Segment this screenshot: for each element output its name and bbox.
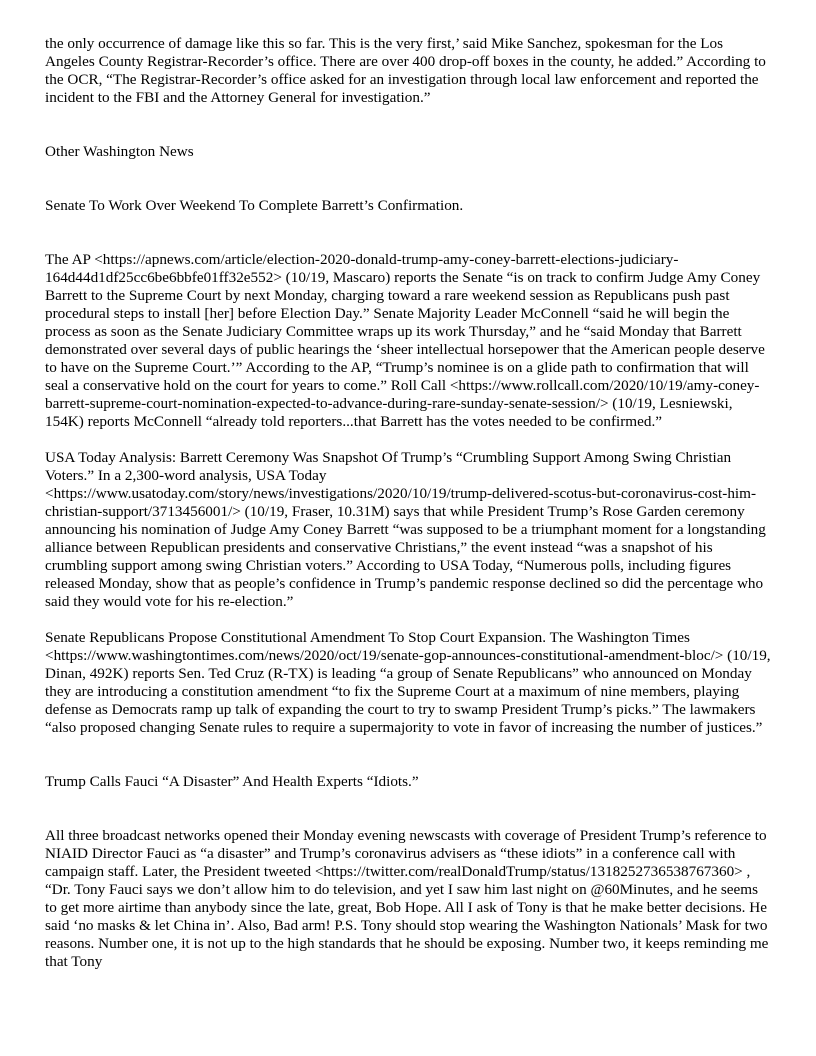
story-heading-barrett: Senate To Work Over Weekend To Complete Barrett’s Confirmation. (45, 197, 464, 214)
fauci-paragraph: All three broadcast networks opened their Monday evening newscasts with coverage of President Trump’s reference to NIAID Director Fauci as “a disaster” and Trump’s coronavirus advisers as “these idiots” in a conference call with campaign staff. Later, the President tweeted <https://twitter.com/realDonaldTrump/status/1318252736538767360> , “Dr. Tony Fauci says we don’t allow him to do television, and yet I saw him last night on @60Minutes, and he seems to get more airtime than anybody since the late, great, Bob Hope. All I ask of Tony is that he make better decisions. He said ‘no masks & let China in’. Also, Bad arm! P.S. Tony should stop wearing the Washington Nationals’ Mask for two reasons. Number one, it is not up to the high standards that he should be exposing. Number two, it keeps reminding me that Tony (45, 827, 769, 970)
intro-paragraph: the only occurrence of damage like this so far. This is the very first,’ said Mike Sanchez, spokesman for the Los Angeles County Registrar-Recorder’s office. There are over 400 drop-off boxes in the county, he added.” According to the OCR, “The Registrar-Recorder’s office asked for an investigation through local law enforcement and reported the incident to the FBI and the Attorney General for investigation.” (45, 35, 766, 106)
story-heading-fauci: Trump Calls Fauci “A Disaster” And Health Experts “Idiots.” (45, 773, 419, 790)
washtimes-paragraph: Senate Republicans Propose Constitutional Amendment To Stop Court Expansion. The Washington Times <https://www.washingtontimes.com/news/2020/oct/19/senate-gop-announces-constitutional-amendment-bloc/> (10/19, Dinan, 492K) reports Sen. Ted Cruz (R-TX) is leading “a group of Senate Republicans” who announced on Monday they are introducing a constitution amendment “to fix the Supreme Court at a maximum of nine members, playing defense as Democrats ramp up talk of expanding the court to try to swamp President Trump’s picks.” The lawmakers “also proposed changing Senate rules to require a supermajority to vote in favor of increasing the number of justices.” (45, 629, 771, 736)
section-heading: Other Washington News (45, 143, 194, 160)
ap-paragraph: The AP <https://apnews.com/article/election-2020-donald-trump-amy-coney-barrett-elections-judiciary-164d44d1df25cc6be6bbfe01ff32e552> (10/19, Mascaro) reports the Senate “is on track to confirm Judge Amy Coney Barrett to the Supreme Court by next Monday, charging toward a rare weekend session as Republicans push past procedural steps to install [her] before Election Day.” Senate Majority Leader McConnell “said he will begin the process as soon as the Senate Judiciary Committee wraps up its work Thursday,” and he “said Monday that Barrett demonstrated over several days of public hearings the ‘sheer intellectual horsepower that the American people deserve to have on the Supreme Court.’” According to the AP, “Trump’s nominee is on a glide path to confirmation that will seal a conservative hold on the court for years to come.” Roll Call <https://www.rollcall.com/2020/10/19/amy-coney-barrett-supreme-court-nomination-expected-to-advance-during-rare-sunday-senate-session/> (10/19, Lesniewski, 154K) reports McConnell “already told reporters...that Barrett has the votes needed to be confirmed.” (45, 251, 765, 430)
document-page (45, 35, 773, 971)
usatoday-paragraph: USA Today Analysis: Barrett Ceremony Was Snapshot Of Trump’s “Crumbling Support Among Swing Christian Voters.” In a 2,300-word analysis, USA Today <https://www.usatoday.com/story/news/investigations/2020/10/19/trump-delivered-scotus-but-coronavirus-cost-him-christian-support/3713456001/> (10/19, Fraser, 10.31M) says that while President Trump’s Rose Garden ceremony announcing his nomination of Judge Amy Coney Barrett “was supposed to be a triumphant moment for a longstanding alliance between Republican presidents and conservative Christians,” the event instead “was a snapshot of his crumbling support among swing Christian voters.” According to USA Today, “Numerous polls, including figures released Monday, show that as people’s confidence in Trump’s pandemic response declined so did the percentage who said they would vote for his re-election.” (45, 449, 766, 610)
